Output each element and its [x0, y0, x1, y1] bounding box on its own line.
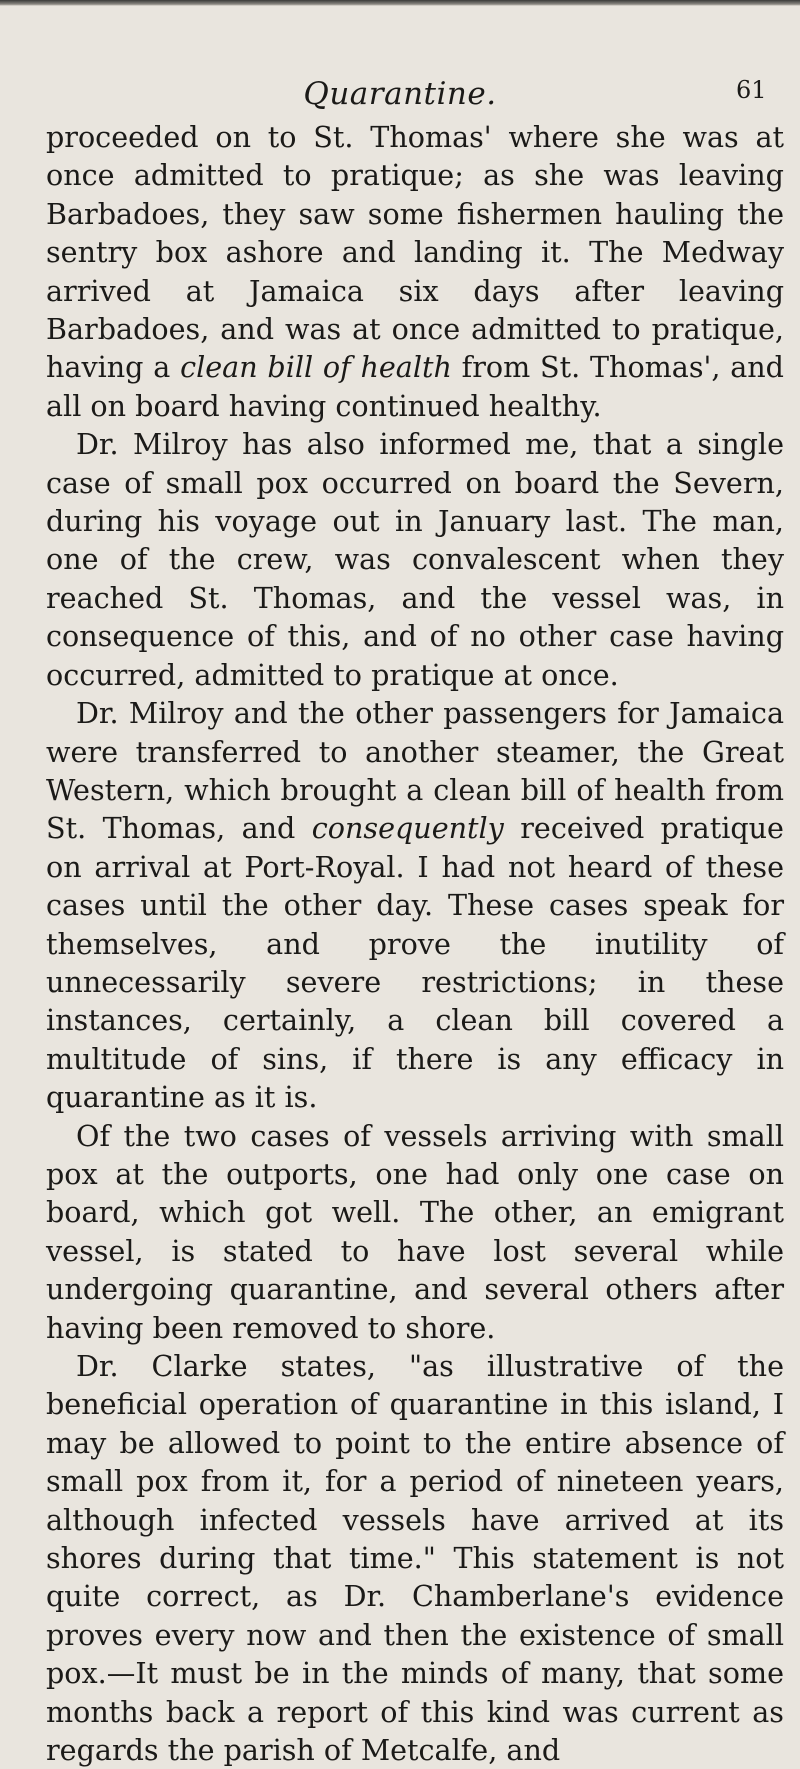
page-number: 61	[736, 76, 767, 104]
paragraph-2	[46, 425, 784, 694]
paragraph-4-text: Of the two cases of vessels arriving with small pox at the outports, one had only one case on board, which got well. The other, an emigrant vessel, is stated to have lost several while undergoing quarantine, and several others after having been removed to shore.	[46, 1118, 784, 1345]
paragraph-3-italic-word: consequently	[311, 811, 504, 846]
paragraph-3	[46, 694, 784, 1116]
running-title: Quarantine.	[303, 76, 497, 112]
paragraph-4	[46, 1117, 784, 1347]
paragraph-5-text: Dr. Clarke states, "as illustrative of the beneficial operation of quarantine in this island, I may be allowed to point to the entire absence of small pox from it, for a period of nineteen years, although infected vessels have arrived at its shores during that time." This statement is not quite correct, as Dr. Chamberlane's evidence proves every now and then the existence of small pox.—It must be in the minds of many, that some months back a report of this kind was current as regards the parish of Metcalfe, and	[46, 1349, 784, 1768]
paragraph-2-text: Dr. Milroy has also informed me, that a single case of small pox occurred on board the Severn, during his voyage out in January last. The man, one of the crew, was convalescent when they reached St. Thomas, and the vessel was, in consequence of this, and of no other case having occurred, admitted to pratique at once.	[46, 427, 784, 692]
paragraph-1-italic-phrase: clean bill of health	[180, 350, 452, 385]
page-header	[0, 76, 800, 116]
paragraph-3-text-b: received pratique on arrival at Port-Royal. I had not heard of these cases until the other day. These cases speak for themselves, and prove the inutility of unnecessarily severe restrictions; in these instances, certainly, a clean bill covered a multitude of sins, if there is any efficacy in quarantine as it is.	[46, 811, 784, 1115]
body-text	[46, 118, 784, 1769]
paragraph-1	[46, 118, 784, 425]
paragraph-5	[46, 1347, 784, 1769]
page-top-edge	[0, 0, 800, 6]
paragraph-1-text-a: proceeded on to St. Thomas' where she was at once admitted to pratique; as she was leaving Barbadoes, they saw some fishermen hauling the sentry box ashore and landing it. The Medway arrived at Jamaica six days after leaving Barbadoes, and was at once admitted to pratique, having a	[46, 120, 784, 385]
paragraph-1-text-b: from St. Thomas', and all on board having continued healthy.	[46, 350, 784, 423]
paragraph-3-text-a: Dr. Milroy and the other passengers for Jamaica were transferred to another steamer, the Great Western, which brought a clean bill of health from St. Thomas, and	[46, 696, 784, 846]
